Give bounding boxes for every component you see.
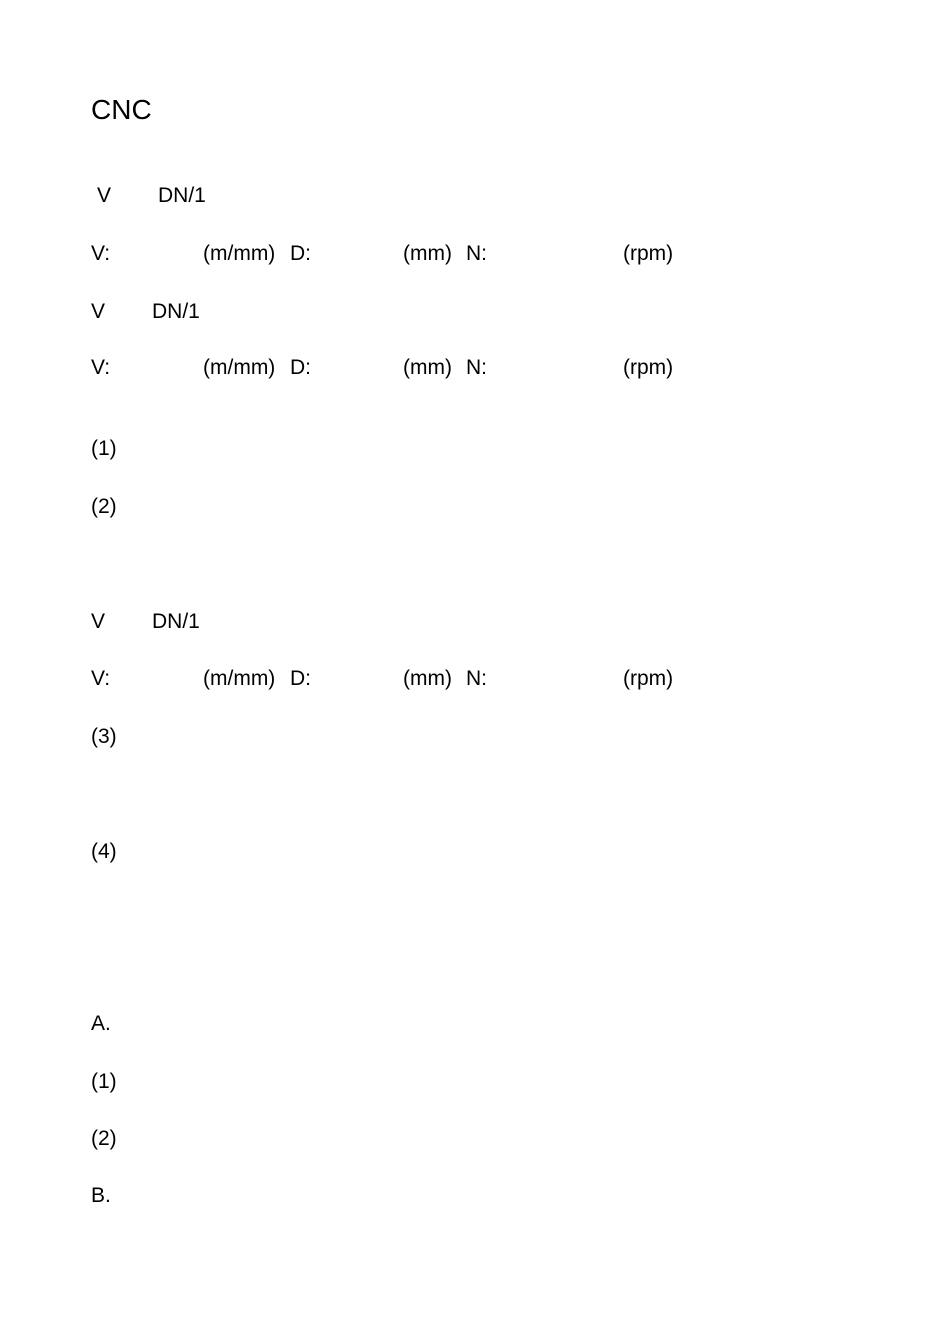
list-item-number: (1): [91, 1070, 117, 1093]
list-item-number: (2): [91, 495, 117, 518]
list-item-number: (4): [91, 840, 117, 863]
formula-dn-label: DN/1: [152, 300, 200, 323]
section-b-label: B.: [91, 1184, 111, 1207]
page-title: CNC: [91, 94, 152, 125]
variable-d-unit: (mm): [403, 356, 452, 379]
list-item-number: (1): [91, 437, 117, 460]
formula-dn-label: DN/1: [158, 184, 206, 207]
variable-v-unit: (m/mm): [203, 242, 276, 265]
variable-n-unit: (rpm): [623, 356, 674, 379]
section-a-label: A.: [91, 1012, 111, 1035]
variable-n-label: N:: [466, 667, 487, 690]
formula-v-label: V: [97, 184, 112, 207]
formula-dn-label: DN/1: [152, 610, 200, 633]
variable-v-label: V:: [91, 667, 111, 690]
variable-d-label: D:: [290, 356, 311, 379]
formula-v-label: V: [91, 300, 106, 323]
variable-v-unit: (m/mm): [203, 356, 276, 379]
variable-n-label: N:: [466, 242, 487, 265]
variable-d-label: D:: [290, 667, 311, 690]
variable-v-label: V:: [91, 356, 111, 379]
variable-d-unit: (mm): [403, 242, 452, 265]
variable-n-label: N:: [466, 356, 487, 379]
list-item-number: (2): [91, 1127, 117, 1150]
variable-n-unit: (rpm): [623, 667, 674, 690]
list-item-number: (3): [91, 725, 117, 748]
variable-d-unit: (mm): [403, 667, 452, 690]
variable-d-label: D:: [290, 242, 311, 265]
formula-v-label: V: [91, 610, 106, 633]
variable-n-unit: (rpm): [623, 242, 674, 265]
variable-v-unit: (m/mm): [203, 667, 276, 690]
variable-v-label: V:: [91, 242, 111, 265]
